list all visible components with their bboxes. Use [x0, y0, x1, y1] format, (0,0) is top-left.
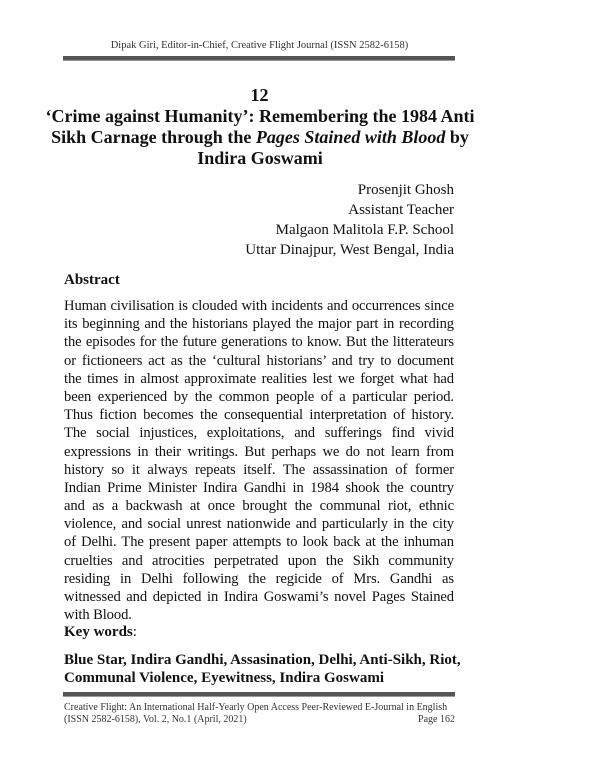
title-italic: Pages Stained with Blood — [255, 127, 446, 147]
abstract-line: history so it always repeats itself. The assassination of former — [64, 461, 454, 478]
footer-rule — [63, 692, 455, 697]
footer-journal: Creative Flight: An International Half-Yearly Open Access Peer-Reviewed E-Journal in English — [64, 702, 448, 713]
author-name: Prosenjit Ghosh — [357, 182, 454, 198]
abstract-line: the times in almost approximate realities lest we forget what had — [64, 370, 454, 387]
abstract-line: Human civilisation is clouded with incidents and occurrences since — [64, 298, 454, 314]
abstract-line: witnessed and depicted in Indira Goswami’s novel Pages Stained — [64, 589, 454, 605]
abstract-line: been experienced by the common people of a particular period. — [64, 388, 454, 405]
author-block — [245, 180, 454, 260]
running-header: Dipak Giri, Editor-in-Chief, Creative Flight Journal (ISSN 2582-6158) — [110, 40, 409, 51]
abstract-line: residing in Delhi following the regicide of Mrs. Gandhi as — [64, 570, 454, 587]
keywords — [64, 651, 464, 687]
abstract-line: expressions in their writings. But perhaps we do not learn from — [64, 443, 454, 460]
abstract-line: the episodes for the future generations to know. But the litterateurs — [64, 334, 454, 351]
abstract-line: Indian Prime Minister Indira Gandhi in 1984 shook the country — [64, 479, 454, 496]
author-location: Uttar Dinajpur, West Bengal, India — [245, 242, 454, 258]
keywords-label: Key words — [64, 624, 133, 640]
footer — [64, 702, 455, 726]
abstract-line: cruelties and atrocities perpetrated upon the Sikh community — [64, 552, 454, 569]
keywords-line: Communal Violence, Eyewitness, Indira Goswami — [64, 670, 385, 686]
footer-issue: (ISSN 2582-6158), Vol. 2, No.1 (April, 2021) — [64, 714, 247, 725]
title-text-end: by Indira Goswami — [197, 127, 469, 168]
abstract-heading: Abstract — [64, 272, 120, 288]
chapter-number: 12 — [250, 85, 269, 105]
abstract-line: with Blood. — [64, 607, 132, 624]
abstract-body — [64, 297, 454, 624]
author-role: Assistant Teacher — [348, 202, 454, 218]
keywords-colon: : — [132, 624, 137, 640]
abstract-line: The social injustices, exploitations, and sufferings find vivid — [64, 425, 454, 442]
abstract-line: or fictioneers act as the ‘cultural historians’ and try to document — [64, 352, 454, 369]
keywords-line: Blue Star, Indira Gandhi, Assasination, Delhi, Anti-Sikh, Riot, — [64, 652, 461, 668]
abstract-line: of Delhi. The present paper attempts to look back at the inhuman — [64, 534, 454, 551]
abstract-line: its beginning and the historians played the major part in recording — [64, 316, 454, 333]
keywords-heading — [64, 624, 137, 641]
header-rule — [63, 56, 455, 61]
article-title — [40, 106, 480, 169]
title-text: ‘Crime against Humanity’: Remembering the 1984 Anti Sikh Carnage through the — [45, 106, 475, 147]
author-school: Malgaon Malitola F.P. School — [275, 222, 454, 238]
abstract-line: and as a backwash at once brought the communal riot, ethnic — [64, 498, 454, 515]
page-number: Page 162 — [418, 714, 455, 725]
abstract-line: Thus fiction becomes the consequential interpretation of history. — [64, 407, 454, 424]
abstract-line: violence, and social unrest nationwide and particularly in the city — [64, 516, 454, 533]
